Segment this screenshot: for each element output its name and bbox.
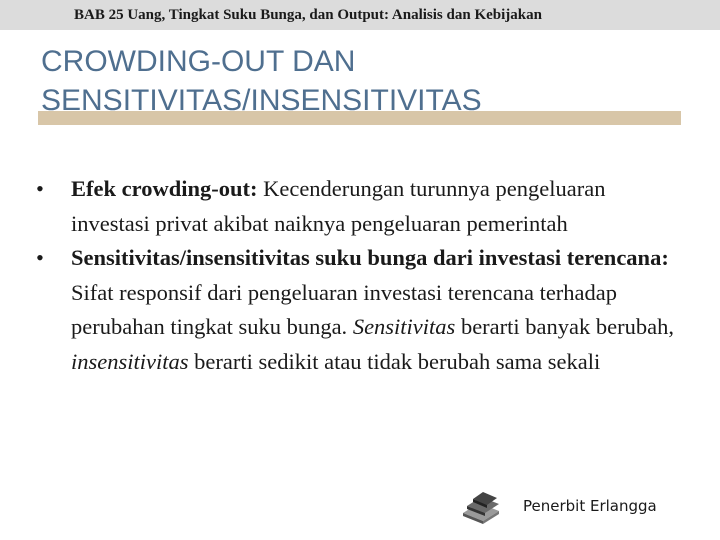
emphasis-insensitivitas: insensitivitas [71, 348, 189, 374]
bullet-sensitivity [30, 241, 680, 379]
bullet-term: Sensitivitas/insensitivitas suku bunga dari investasi terencana: [71, 245, 669, 271]
title-line-2: SENSITIVITAS/INSENSITIVITAS [41, 84, 482, 117]
bullet-list [30, 172, 680, 380]
publisher-name: Penerbit Erlangga [523, 497, 657, 515]
bullet-mark: • [36, 245, 44, 271]
bullet-term: Efek crowding-out: [71, 176, 258, 201]
slide-title [41, 42, 701, 120]
chapter-header: BAB 25 Uang, Tingkat Suku Bunga, dan Output: Analisis dan Kebijakan [74, 7, 542, 23]
bullet-text: Sifat responsif dari pengeluaran investasi terencana terhadap perubahan tingkat suku bunga. [71, 279, 618, 340]
bullet-text: berarti sedikit atau tidak berubah sama sekali [188, 348, 601, 374]
bullet-text: Kecenderungan turunnya pengeluaran investasi privat akibat naiknya pengeluaran pemerintah [71, 176, 606, 236]
bullet-mark: • [36, 176, 44, 201]
emphasis-sensitivitas: Sensitivitas [352, 314, 456, 340]
title-line-1: CROWDING-OUT DAN [41, 45, 356, 78]
book-stack-icon [461, 491, 501, 525]
bullet-crowding-out [30, 172, 680, 241]
bullet-text: berarti banyak berubah, [455, 314, 674, 340]
